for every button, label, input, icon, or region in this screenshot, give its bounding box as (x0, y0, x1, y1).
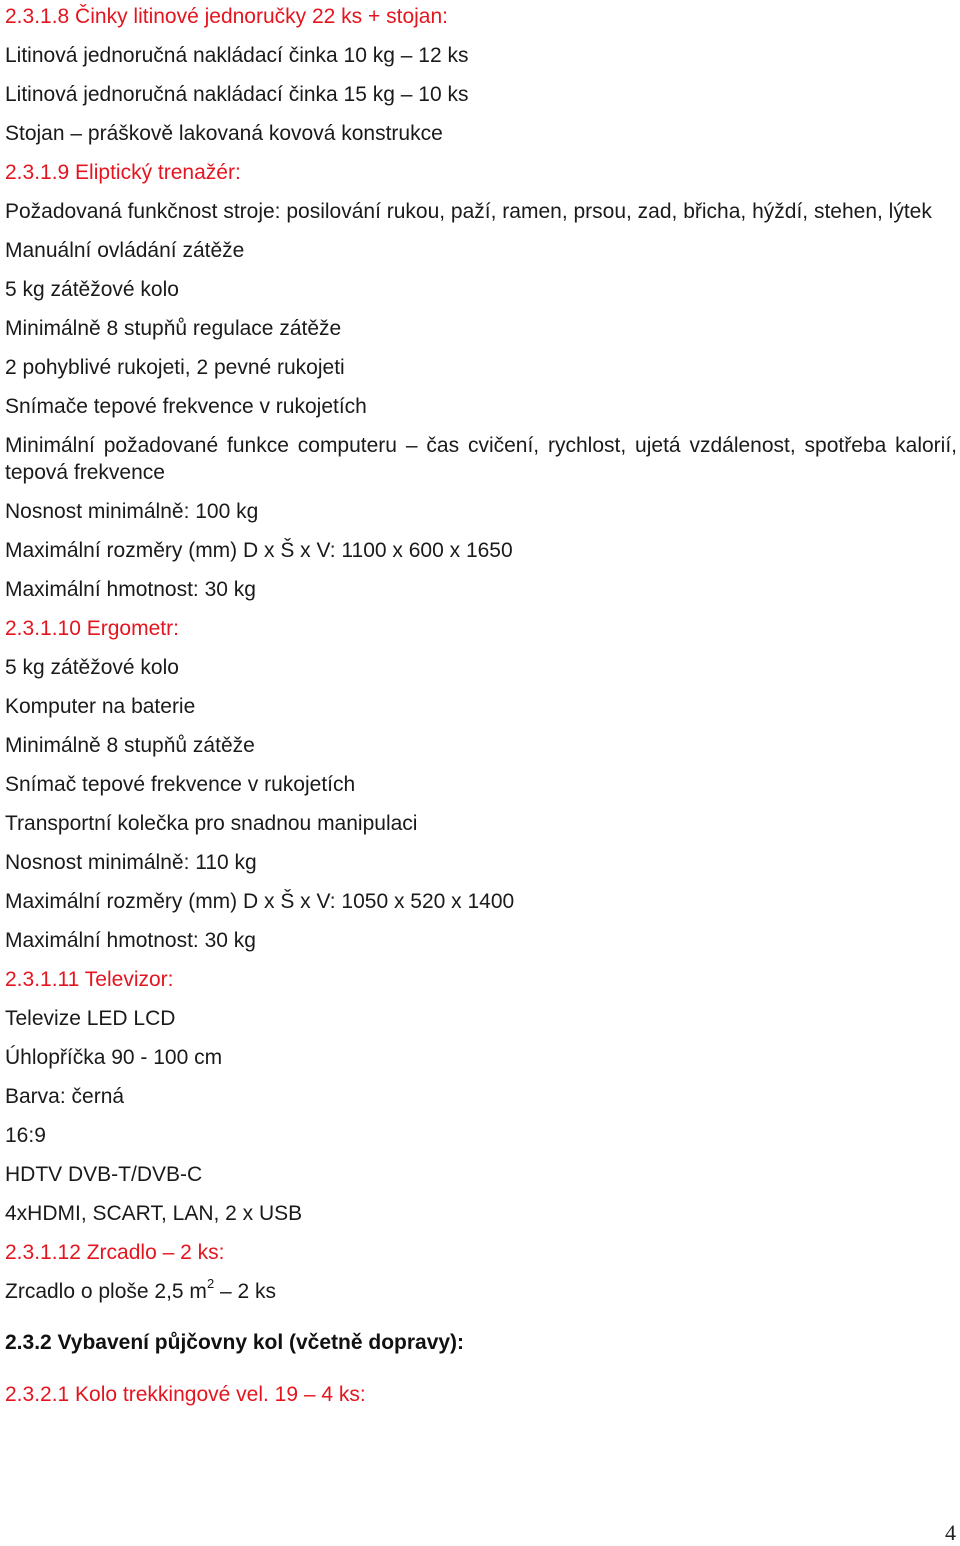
section-heading-2-3-1-12: 2.3.1.12 Zrcadlo – 2 ks: (5, 1241, 225, 1264)
list-item: HDTV DVB-T/DVB-C (5, 1163, 203, 1186)
list-item (5, 1278, 957, 1305)
list-item: Stojan – práškově lakovaná kovová konstrukce (5, 122, 443, 145)
list-item: Komputer na baterie (5, 695, 196, 718)
list-item: 16:9 (5, 1124, 46, 1147)
list-item: Snímač tepové frekvence v rukojetích (5, 773, 356, 796)
section-heading-2-3-2-1: 2.3.2.1 Kolo trekkingové vel. 19 – 4 ks: (5, 1383, 366, 1406)
section-heading-2-3-1-8: 2.3.1.8 Činky litinové jednoručky 22 ks + stojan: (5, 5, 448, 28)
list-item: 4xHDMI, SCART, LAN, 2 x USB (5, 1202, 303, 1225)
list-item: Barva: černá (5, 1085, 125, 1108)
section-heading-2-3-1-11: 2.3.1.11 Televizor: (5, 968, 174, 991)
list-item: Úhlopříčka 90 - 100 cm (5, 1046, 223, 1069)
page-number: 4 (945, 1520, 956, 1545)
list-item: Maximální hmotnost: 30 kg (5, 578, 256, 601)
mirror-area-text: Zrcadlo o ploše 2,5 m (5, 1280, 207, 1303)
list-item: Nosnost minimálně: 110 kg (5, 851, 257, 874)
list-item: Litinová jednoručná nakládací činka 15 kg – 10 ks (5, 83, 469, 106)
list-item: Maximální rozměry (mm) D x Š x V: 1100 x 600 x 1650 (5, 539, 513, 562)
list-item: Nosnost minimálně: 100 kg (5, 500, 259, 523)
superscript-exponent: 2 (206, 1276, 215, 1291)
section-heading-2-3-1-10: 2.3.1.10 Ergometr: (5, 617, 179, 640)
list-item: 5 kg zátěžové kolo (5, 656, 179, 679)
list-item: Litinová jednoručná nakládací činka 10 kg – 12 ks (5, 44, 469, 67)
list-item: Transportní kolečka pro snadnou manipulaci (5, 812, 418, 835)
list-item: Požadovaná funkčnost stroje: posilování rukou, paží, ramen, prsou, zad, břicha, hýždí, stehen, lýtek (5, 200, 932, 223)
list-item: Televize LED LCD (5, 1007, 176, 1030)
list-item: 2 pohyblivé rukojeti, 2 pevné rukojeti (5, 356, 345, 379)
section-heading-2-3-1-9: 2.3.1.9 Eliptický trenažér: (5, 161, 241, 184)
list-item: Snímače tepové frekvence v rukojetích (5, 395, 367, 418)
mirror-count-text: – 2 ks (214, 1280, 277, 1303)
section-heading-2-3-2: 2.3.2 Vybavení půjčovny kol (včetně dopravy): (5, 1331, 465, 1354)
list-item: Minimální požadované funkce computeru – čas cvičení, rychlost, ujetá vzdálenost, spotřeba kalorií, tepová frekvence (5, 434, 957, 484)
document-body (5, 3, 957, 1420)
list-item: 5 kg zátěžové kolo (5, 278, 179, 301)
list-item: Minimálně 8 stupňů zátěže (5, 734, 255, 757)
list-item: Maximální hmotnost: 30 kg (5, 929, 256, 952)
list-item: Manuální ovládání zátěže (5, 239, 245, 262)
list-item: Minimálně 8 stupňů regulace zátěže (5, 317, 342, 340)
list-item: Maximální rozměry (mm) D x Š x V: 1050 x 520 x 1400 (5, 890, 515, 913)
